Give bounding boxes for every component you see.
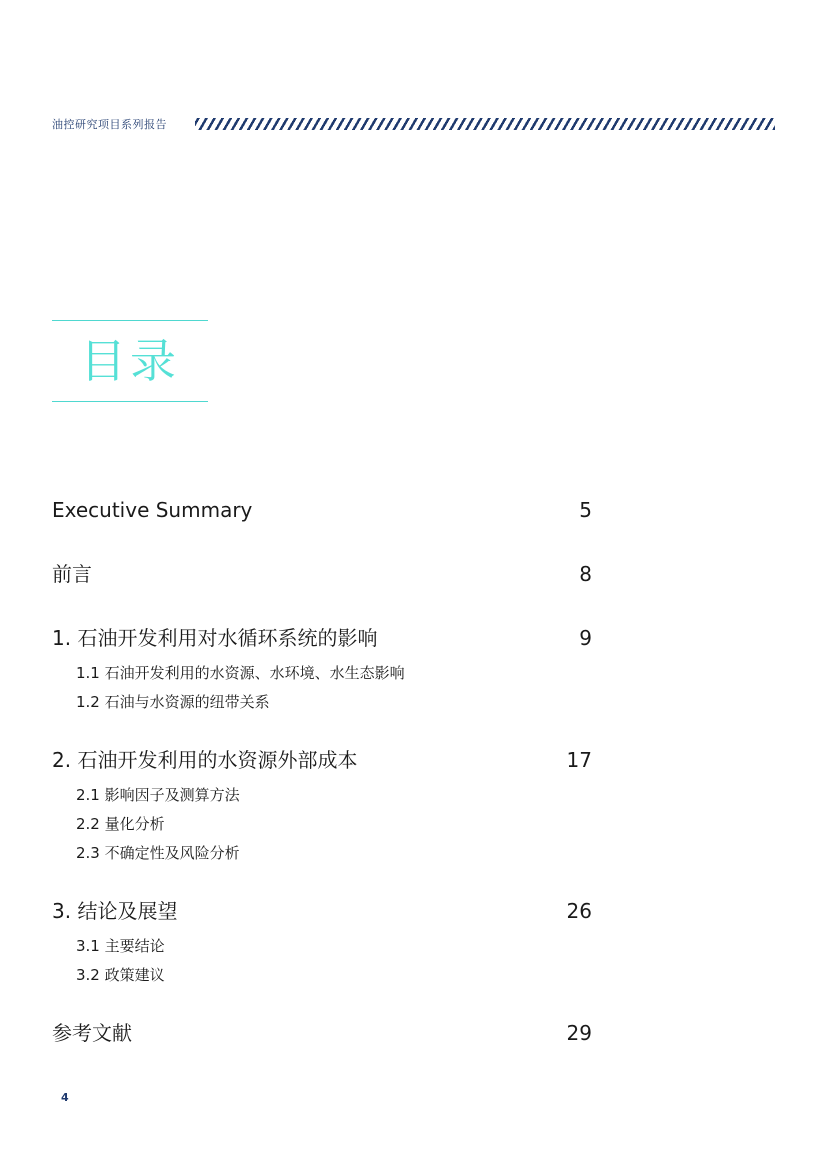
- toc-entry-label: Executive Summary: [52, 498, 253, 522]
- toc-entry-page: 8: [579, 562, 592, 586]
- toc-entry-chapter2[interactable]: [52, 746, 592, 774]
- toc-entry-page: 17: [566, 748, 592, 772]
- toc-entry-page: 9: [579, 626, 592, 650]
- toc-subentry-2-2[interactable]: 2.2 量化分析: [76, 815, 165, 833]
- toc-entry-label: 前言: [52, 562, 92, 586]
- toc-subentry-1-2[interactable]: 1.2 石油与水资源的纽带关系: [76, 693, 270, 711]
- page-number: 4: [61, 1091, 69, 1104]
- toc-entry-label: 3. 结论及展望: [52, 899, 178, 923]
- toc-subentry-1-1[interactable]: 1.1 石油开发利用的水资源、水环境、水生态影响: [76, 664, 405, 682]
- toc-title: 目录: [80, 334, 180, 388]
- toc-subentry-2-3[interactable]: 2.3 不确定性及风险分析: [76, 844, 240, 862]
- toc-subentry-2-1[interactable]: 2.1 影响因子及测算方法: [76, 786, 240, 804]
- toc-entry-references[interactable]: [52, 1019, 592, 1047]
- toc-entry-label: 参考文献: [52, 1021, 132, 1045]
- toc-entry-label: 1. 石油开发利用对水循环系统的影响: [52, 626, 378, 650]
- toc-entry-page: 5: [579, 498, 592, 522]
- toc-entry-executive-summary[interactable]: [52, 496, 592, 524]
- toc-entry-preface[interactable]: [52, 560, 592, 588]
- report-series-label: 油控研究项目系列报告: [52, 118, 167, 131]
- header-stripe-decoration: [195, 118, 775, 130]
- toc-subentry-3-2[interactable]: 3.2 政策建议: [76, 966, 165, 984]
- toc-subentry-3-1[interactable]: 3.1 主要结论: [76, 937, 165, 955]
- toc-entry-page: 29: [566, 1021, 592, 1045]
- toc-entry-chapter1[interactable]: [52, 624, 592, 652]
- toc-entry-label: 2. 石油开发利用的水资源外部成本: [52, 748, 358, 772]
- toc-title-box: [52, 320, 208, 402]
- toc-entry-page: 26: [566, 899, 592, 923]
- toc-entry-chapter3[interactable]: [52, 897, 592, 925]
